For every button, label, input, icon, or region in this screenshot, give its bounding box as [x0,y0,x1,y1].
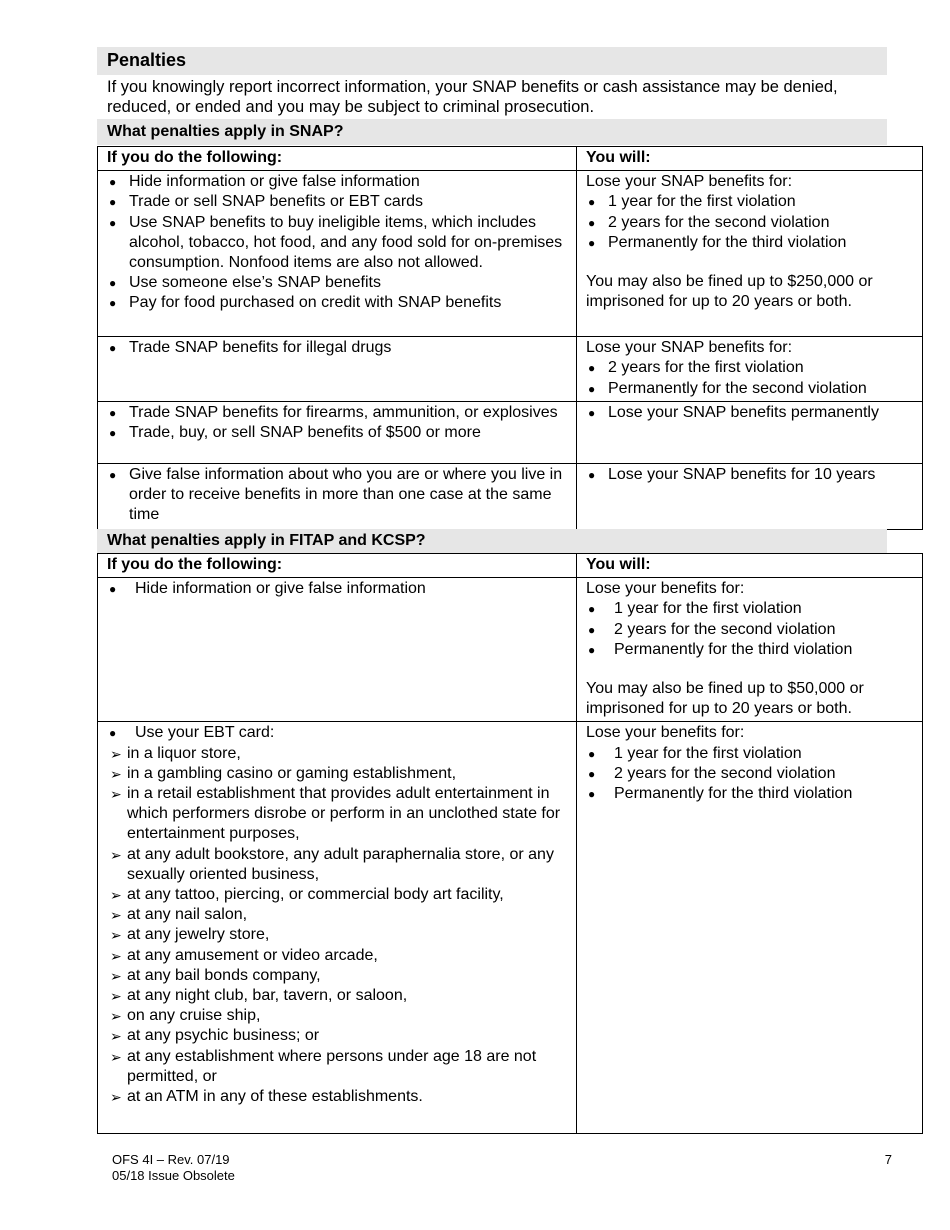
fitap-penalties-table [97,553,923,1134]
snap-row1-penalties [577,171,923,337]
penalties-title-bar [97,47,887,75]
list-item: ● 1 year for the first violation [586,744,914,764]
fitap-heading: What penalties apply in FITAP and KCSP? [107,532,426,549]
list-item: ● Permanently for the second violation [586,379,914,399]
list-item: ➢ at any establishment where persons under age 18 are not permitted, or [110,1047,568,1087]
list-item: ● Trade, buy, or sell SNAP benefits of $500 or more [107,423,568,443]
table-row [98,337,923,402]
penalty-intro: Lose your benefits for: [586,580,745,598]
action-list [107,465,568,526]
action-list [107,338,568,358]
snap-row3-actions [98,401,577,463]
action-list [107,723,568,1107]
snap-row2-penalties [577,337,923,402]
penalty-list [586,465,914,485]
obsolete-note: 05/18 Issue Obsolete [112,1168,235,1183]
list-item: ● 1 year for the first violation [586,192,914,212]
form-revision: OFS 4I – Rev. 07/19 [112,1152,230,1167]
col-header-will: You will: [577,147,923,171]
list-item: ● 2 years for the second violation [586,213,914,233]
table-row [98,722,923,1134]
snap-heading-bar [97,119,887,145]
penalty-intro: Lose your benefits for: [586,724,745,742]
table-row [98,578,923,722]
snap-row4-penalties [577,463,923,529]
list-item: ➢ on any cruise ship, [110,1006,568,1026]
penalty-list [586,192,914,253]
list-item: ● Hide information or give false information [107,172,568,192]
list-item: ➢ in a retail establishment that provides adult entertainment in which performers disrobe or perform in an unclothed state for entertainment purposes, [110,784,568,845]
list-item: ● Trade SNAP benefits for firearms, ammunition, or explosives [107,403,568,423]
list-item: ● Permanently for the third violation [586,640,914,660]
footer [112,1152,235,1184]
list-item: ➢ at any nail salon, [110,905,568,925]
list-item: ● Hide information or give false information [107,579,568,599]
page-number: 7 [884,1152,892,1167]
fine-note: You may also be fined up to $250,000 or imprisoned for up to 20 years or both. [586,273,873,311]
snap-row4-actions [98,463,577,529]
snap-row3-penalties [577,401,923,463]
fine-note: You may also be fined up to $50,000 or imprisoned for up to 20 years or both. [586,680,864,718]
list-item: ● Permanently for the third violation [586,784,914,804]
action-list [107,579,568,599]
col-header-do: If you do the following: [98,147,577,171]
penalty-list [586,403,914,423]
action-list [107,403,568,443]
list-item: ➢ at any jewelry store, [110,925,568,945]
action-list [107,172,568,313]
list-item: ● Permanently for the third violation [586,233,914,253]
fitap-row2-penalties [577,722,923,1134]
table-header-row [98,554,923,578]
list-item: ● 2 years for the first violation [586,358,914,378]
snap-heading: What penalties apply in SNAP? [107,123,344,140]
list-item: ● 2 years for the second violation [586,764,914,784]
list-item [107,723,568,1107]
list-item: ➢ at any amusement or video arcade, [110,946,568,966]
list-item: ● Lose your SNAP benefits for 10 years [586,465,914,485]
penalty-list [586,599,914,660]
list-item: ● Use someone else’s SNAP benefits [107,273,568,293]
list-item: ● Lose your SNAP benefits permanently [586,403,914,423]
ebt-lead: ● Use your EBT card: [135,724,275,742]
penalty-list [586,744,914,805]
page-title: Penalties [107,50,187,70]
list-item: ➢ in a gambling casino or gaming establishment, [110,764,568,784]
list-item: ➢ in a liquor store, [110,744,568,764]
list-item: ● Pay for food purchased on credit with SNAP benefits [107,293,568,313]
col-header-will: You will: [577,554,923,578]
snap-penalties-table [97,146,923,530]
intro-paragraph: If you knowingly report incorrect information, your SNAP benefits or cash assistance may be denied, reduced, or ended and you may be subject to criminal prosecution. [107,78,838,116]
penalty-intro: Lose your SNAP benefits for: [586,173,793,191]
list-item: ➢ at an ATM in any of these establishments. [110,1087,568,1107]
list-item: ➢ at any psychic business; or [110,1026,568,1046]
list-item: ● 2 years for the second violation [586,620,914,640]
table-row [98,463,923,529]
establishment-list [110,744,568,1108]
list-item: ● Give false information about who you are or where you live in order to receive benefits in more than one case at the same time [107,465,568,526]
list-item: ● Trade or sell SNAP benefits or EBT cards [107,192,568,212]
list-item: ● Use SNAP benefits to buy ineligible items, which includes alcohol, tobacco, hot food, and any food sold for on-premises consumption. Nonfood items are also not allowed. [107,213,568,274]
fitap-row1-actions [98,578,577,722]
snap-row2-actions [98,337,577,402]
fitap-heading-bar [97,529,887,553]
penalty-list [586,358,914,398]
list-item: ➢ at any adult bookstore, any adult paraphernalia store, or any sexually oriented business, [110,845,568,885]
table-header-row [98,147,923,171]
list-item: ➢ at any tattoo, piercing, or commercial body art facility, [110,885,568,905]
fitap-row2-actions [98,722,577,1134]
list-item: ● Trade SNAP benefits for illegal drugs [107,338,568,358]
col-header-do: If you do the following: [98,554,577,578]
fitap-row1-penalties [577,578,923,722]
table-row [98,171,923,337]
snap-row1-actions [98,171,577,337]
table-row [98,401,923,463]
penalty-intro: Lose your SNAP benefits for: [586,339,793,357]
list-item: ● 1 year for the first violation [586,599,914,619]
list-item: ➢ at any night club, bar, tavern, or saloon, [110,986,568,1006]
list-item: ➢ at any bail bonds company, [110,966,568,986]
